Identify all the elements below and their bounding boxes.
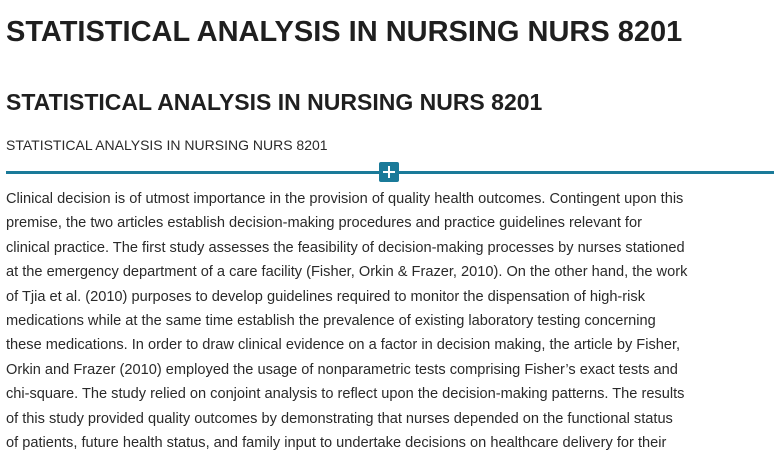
body-line: at the emergency department of a care facility (Fisher, Orkin & Frazer, 2010). On the other hand, the work	[6, 264, 688, 281]
body-line: of this study provided quality outcomes by demonstrating that nurses depended on the functional status	[6, 410, 673, 427]
body-line: Clinical decision is of utmost importance in the provision of quality health outcomes. Contingent upon this	[6, 191, 684, 207]
body-line: medications while at the same time establish the prevalence of existing laboratory testing concerning	[6, 313, 656, 330]
article-heading: STATISTICAL ANALYSIS IN NURSING NURS 8201	[6, 89, 543, 115]
expand-button[interactable]	[379, 162, 399, 182]
body-line: premise, the two articles establish decision-making procedures and practice guidelines relevant for	[6, 215, 642, 232]
body-line: chi-square. The study relied on conjoint analysis to reflect upon the decision-making patterns. The results	[6, 386, 685, 403]
article-subtitle: STATISTICAL ANALYSIS IN NURSING NURS 8201	[6, 137, 328, 153]
body-line: these medications. In order to draw clinical evidence on a factor in decision making, the article by Fisher,	[6, 337, 681, 354]
body-line: Orkin and Frazer (2010) employed the usage of nonparametric tests comprising Fisher’s exact tests and	[6, 361, 678, 378]
body-line: of patients, future health status, and family input to undertake decisions on healthcare delivery for their	[6, 435, 667, 452]
body-line: clinical practice. The first study assesses the feasibility of decision-making processes by nurses stationed	[6, 239, 685, 256]
article-body	[6, 187, 774, 455]
page-title: STATISTICAL ANALYSIS IN NURSING NURS 8201	[6, 16, 683, 48]
body-line: of Tjia et al. (2010) purposes to develop guidelines required to monitor the dispensation of high-risk	[6, 288, 645, 305]
plus-icon	[383, 166, 395, 178]
